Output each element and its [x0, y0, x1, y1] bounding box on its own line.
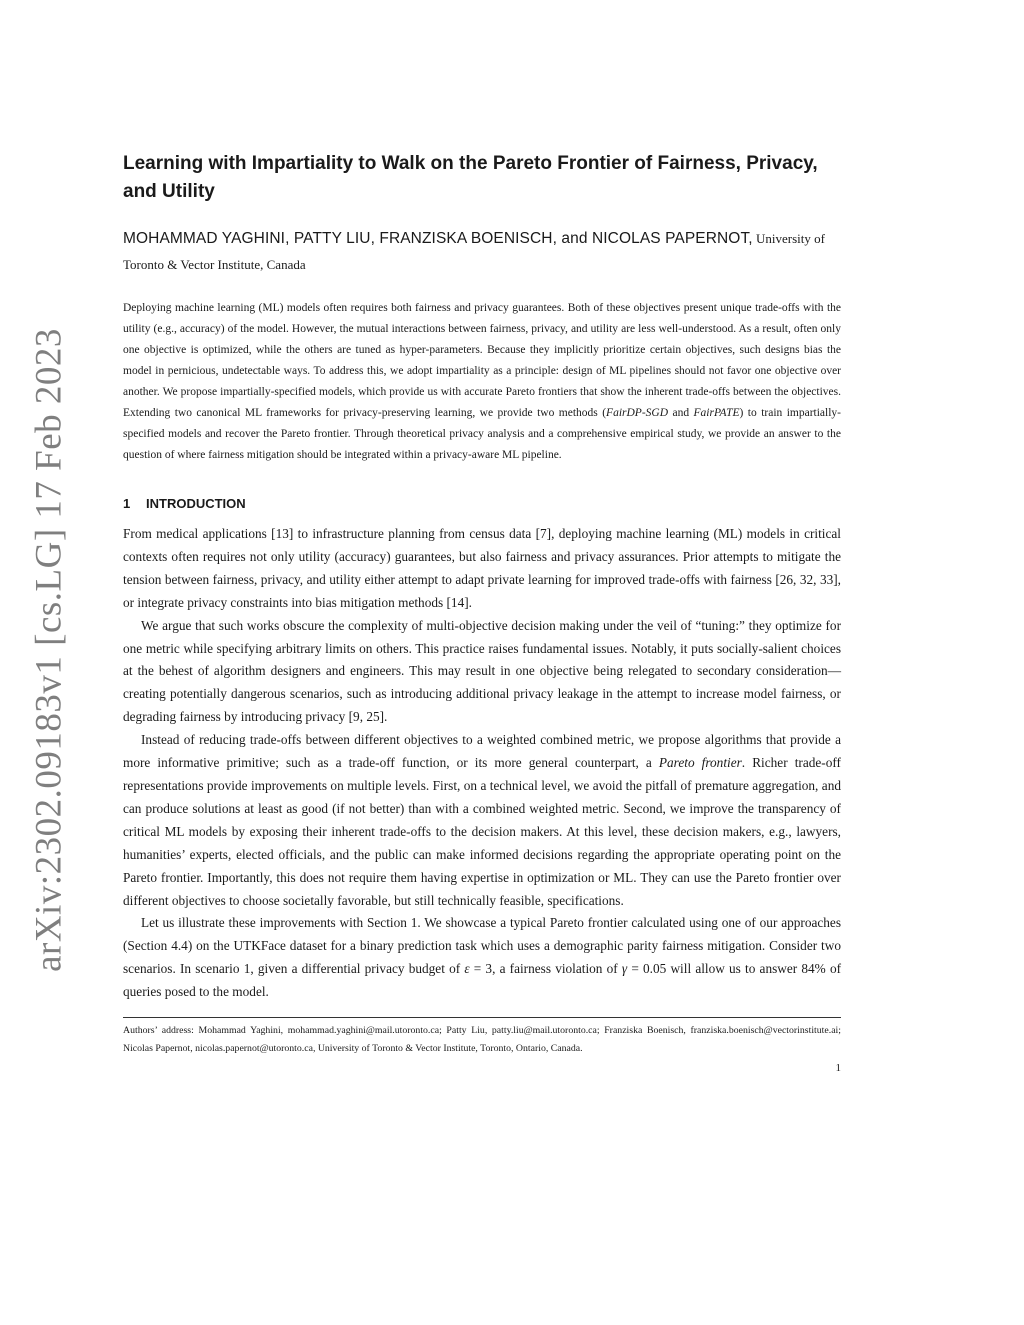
footnote-divider: [123, 1017, 841, 1018]
abstract-and: and: [668, 407, 694, 419]
paragraph-2: We argue that such works obscure the complexity of multi-objective decision making under the veil of “tuning:” they optimize for one metric while specifying arbitrary limits on others. This practice raises fundamental issues. Notably, it puts socially-salient choices at the behest of algorithm designers and engineers. This may result in one objective being relegated to secondary consideration—creating potentially dangerous scenarios, such as introducing additional privacy leakage in the attempt to increase model fairness, or degrading fairness by introducing privacy [9, 25].: [123, 617, 841, 725]
section-heading-introduction: [123, 494, 841, 514]
pareto-frontier-term: Pareto frontier: [658, 755, 742, 771]
gamma-symbol: γ: [621, 961, 628, 977]
paragraph-4-text-a: Let us illustrate these improvements with Section 1. We showcase a typical Pareto frontier calculated using one of our approaches (Section 4.4) on the UTKFace dataset for a binary prediction task which uses a demographic parity fairness mitigation. Consider two scenarios. In scenario 1, given a differential privacy budget of: [123, 915, 841, 977]
paragraph-4-text-b: = 3, a fairness violation of: [469, 961, 622, 977]
abstract: [123, 298, 841, 466]
method-fairpate: FairPATE: [693, 407, 740, 419]
page-number: 1: [835, 1062, 841, 1075]
abstract-text-1: Deploying machine learning (ML) models often requires both fairness and privacy guarantees. Both of these objectives present unique trade-offs with the utility (e.g., accuracy) of the model. However, the mutual interactions between fairness, privacy, and utility are less well-understood. As a result, often only one objective is optimized, while the others are tuned as hyper-parameters. Because they implicitly prioritize certain objectives, such designs bias the model in pernicious, undetectable ways. To address this, we adopt impartiality as a principle: design of ML pipelines should not favor one objective over another. We propose impartially-specified models, which provide us with accurate Pareto frontiers that show the inherent trade-offs between the objectives. Extending two canonical ML frameworks for privacy-preserving learning, we provide two methods (: [123, 302, 841, 419]
introduction-body: [123, 523, 841, 1004]
epsilon-symbol: ε: [464, 961, 470, 977]
paragraph-3: [123, 729, 841, 912]
paragraph-4: [123, 912, 841, 1004]
authors-block: [123, 226, 841, 278]
paper-title: Learning with Impartiality to Walk on the Pareto Frontier of Fairness, Privacy, and Utility: [123, 153, 818, 202]
author-names: MOHAMMAD YAGHINI, PATTY LIU, FRANZISKA BOENISCH, and NICOLAS PAPERNOT,: [123, 230, 753, 247]
paper-page: [123, 150, 841, 1074]
section-number: 1: [123, 496, 131, 511]
paragraph-3-text-a: Instead of reducing trade-offs between different objectives to a weighted combined metric, we propose algorithms that provide a more informative primitive; such as a trade-off function, or its more general counterpart, a: [123, 732, 841, 771]
section-title: INTRODUCTION: [146, 496, 246, 511]
paragraph-4-text-c: = 0.05 will allow us to answer 84% of queries posed to the model.: [123, 961, 842, 1000]
arxiv-identifier: arXiv:2302.09183v1 [cs.LG] 17 Feb 2023: [28, 328, 70, 972]
method-fairdp-sgd: FairDP-SGD: [606, 407, 669, 419]
paragraph-3-text-b: . Richer trade-off representations provide improvements on multiple levels. First, on a technical level, we avoid the pitfall of premature aggregation, and can produce solutions at least as good (if not better) than with a combined weighted metric. Second, we improve the transparency of critical ML models by exposing their inherent trade-offs to the decision makers. At this level, these decision makers, e.g., lawyers, humanities’ experts, elected officials, and the public can make informed decisions regarding the appropriate operating point on the Pareto frontier. Importantly, this does not require them having expertise in optimization or ML. They can use the Pareto frontier over different objectives to choose societally favorable, but still technically feasible, specifications.: [123, 755, 841, 908]
authors-address-footnote: Authors’ address: Mohammad Yaghini, mohammad.yaghini@mail.utoronto.ca; Patty Liu, patty.liu@mail.utoronto.ca; Franziska Boenisch, franziska.boenisch@vectorinstitute.ai; Nicolas Papernot, nicolas.papernot@utoronto.ca, University of Toronto & Vector Institute, Toronto, Ontario, Canada.: [123, 1025, 841, 1055]
paragraph-1: From medical applications [13] to infrastructure planning from census data [7], deploying machine learning (ML) models in critical contexts often requires not only utility (accuracy) guarantees, but also fairness and privacy assurances. Prior attempts to mitigate the tension between fairness, privacy, and utility either attempt to adapt private learning for improved trade-offs with fairness [26, 32, 33], or integrate privacy constraints into bias mitigation methods [14].: [123, 526, 841, 610]
author-affiliation: University of Toronto & Vector Institute, Canada: [123, 231, 825, 272]
abstract-text-2: ) to train impartially-specified models and recover the Pareto frontier. Through theoretical privacy analysis and a comprehensive empirical study, we provide an answer to the question of where fairness mitigation should be integrated within a privacy-aware ML pipeline.: [123, 407, 841, 461]
